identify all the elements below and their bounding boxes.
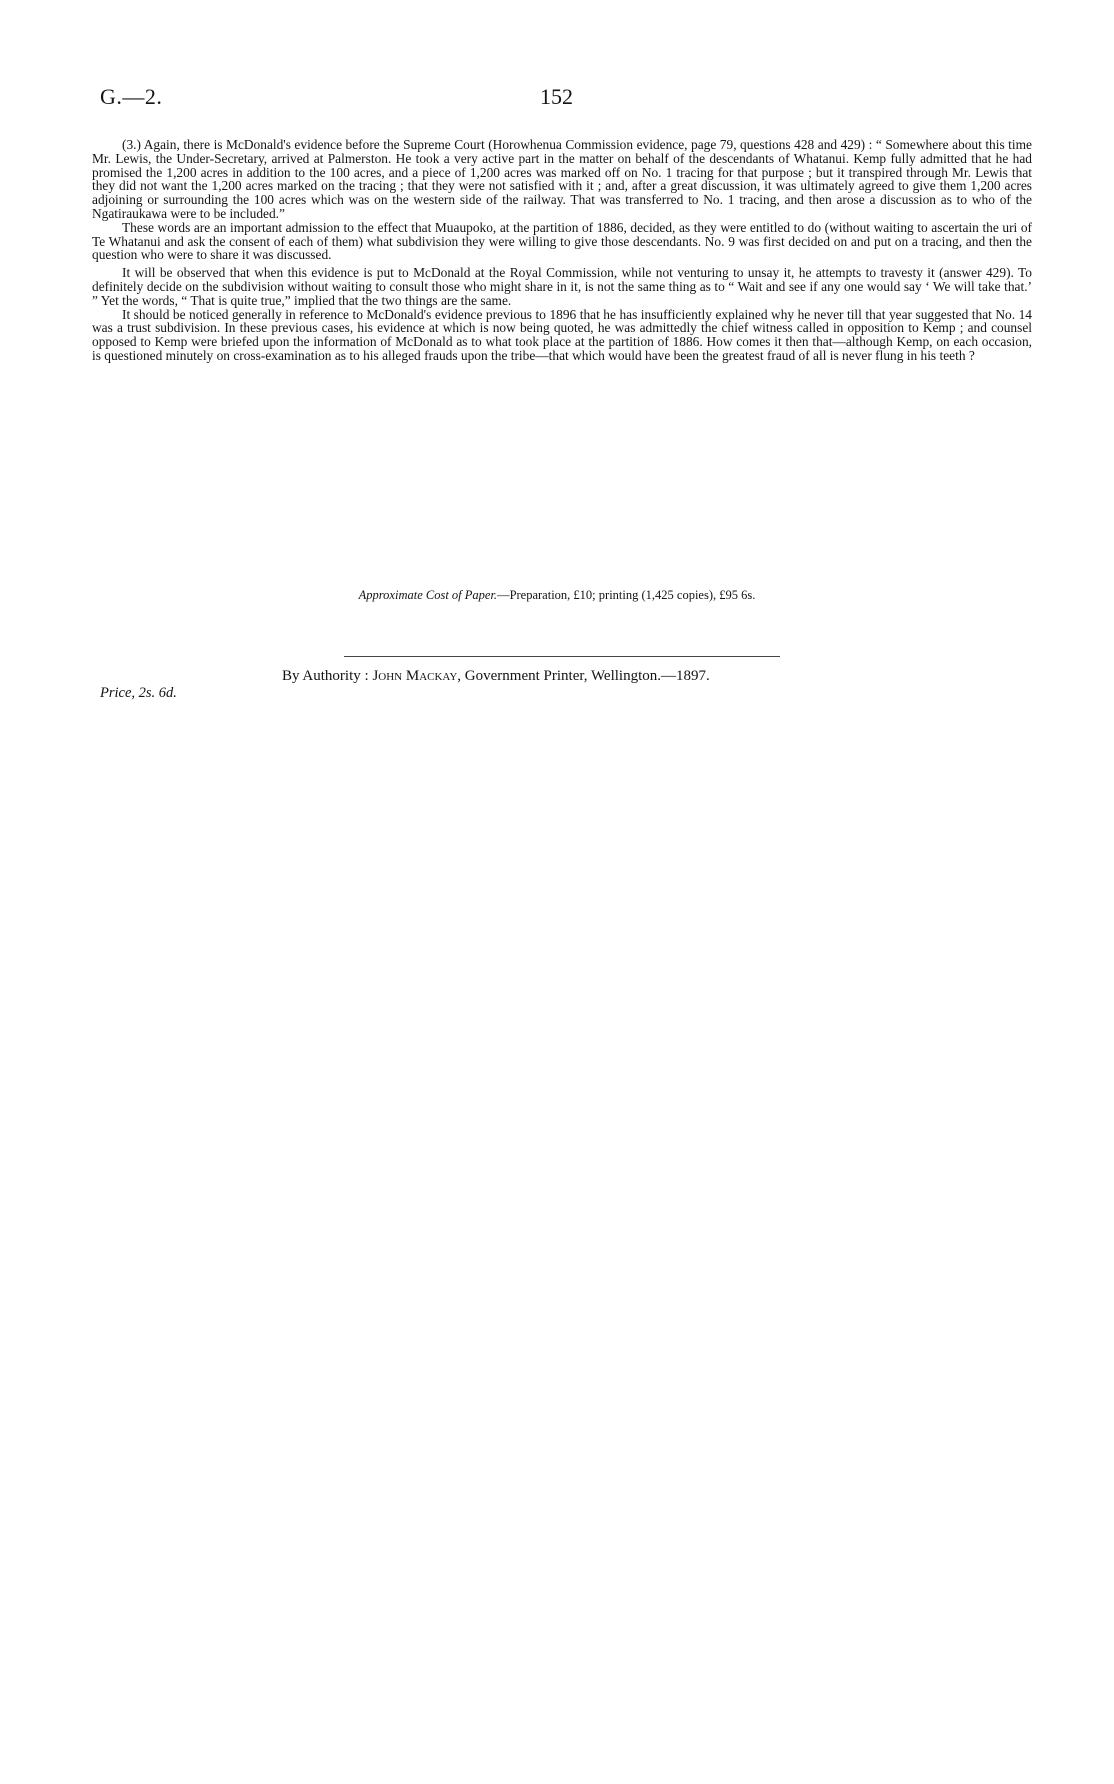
printer-imprint: [282, 668, 710, 685]
imprint-prefix: By Authority :: [282, 668, 373, 684]
imprint-suffix: , Government Printer, Wellington.—1897.: [457, 668, 710, 684]
paragraph-royal-commission: It will be observed that when this evidence is put to McDonald at the Royal Commission, while not venturing to unsay it, he attempts to travesty it (answer 429). To definitely decide on the subdivision without waiting to consult those who might share in it, is not the same thing as to “ Wait and see if any one would say ‘ We will take that.’ ” Yet the words, “ That is quite true,” implied that the two things are the same.: [92, 265, 1032, 308]
printer-name: John Mackay: [372, 668, 458, 684]
paragraph-general-notice: It should be noticed generally in reference to McDonald's evidence previous to 1896 that he has insufficiently explained why he never till that year suggested that No. 14 was a trust subdivision. In these previous cases, his evidence at which is now being quoted, he was admittedly the chief witness called in opposition to Kemp ; and counsel opposed to Kemp were briefed upon the information of McDonald as to what took place at the partition of 1886. How comes it then that—although Kemp, on each occasion, is questioned minutely on cross-examination as to his alleged frauds upon the tribe—that which would have been the greatest fraud of all is never flung in his teeth ?: [92, 306, 1032, 363]
body-text: [92, 138, 1032, 367]
cost-label: Approximate Cost of Paper.: [358, 588, 498, 602]
paragraph-admission: These words are an important admission to the effect that Muaupoko, at the partition of 1886, decided, as they were entitled to do (without waiting to ascertain the uri of Te Whatanui and ask the consent of each of them) what subdivision they were willing to give those descendants. No. 9 was first decided on and put on a tracing, and then the question who were to share it was discussed.: [92, 219, 1032, 263]
paper-reference: G.—2.: [100, 84, 163, 109]
cost-of-paper-note: [0, 588, 1114, 603]
price-note: Price, 2s. 6d.: [100, 685, 177, 701]
paragraph-evidence-quote: (3.) Again, there is McDonald's evidence before the Supreme Court (Horowhenua Commission evidence, page 79, questions 428 and 429) : “ Somewhere about this time Mr. Lewis, the Under-Secretary, arrived at Palmerston. He took a very active part in the matter on behalf of the descendants of Whatanui. Kemp fully admitted that he had promised the 1,200 acres in addition to the 100 acres, and a piece of 1,200 acres was marked off on No. 1 tracing for that purpose ; but it transpired through Mr. Lewis that they did not want the 1,200 acres marked on the tracing ; that they were not satisfied with it ; and, after a great discussion, it was ultimately agreed to give them 1,200 acres adjoining or surrounding the 100 acres which was on the western side of the railway. That was transferred to No. 1 tracing, and then arose a discussion as to who of the Ngatiraukawa were to be included.”: [92, 137, 1032, 221]
cost-text: —Preparation, £10; printing (1,425 copies), £95 6s.: [497, 588, 756, 602]
page-number: 152: [540, 84, 573, 109]
footer-divider: [344, 656, 780, 657]
